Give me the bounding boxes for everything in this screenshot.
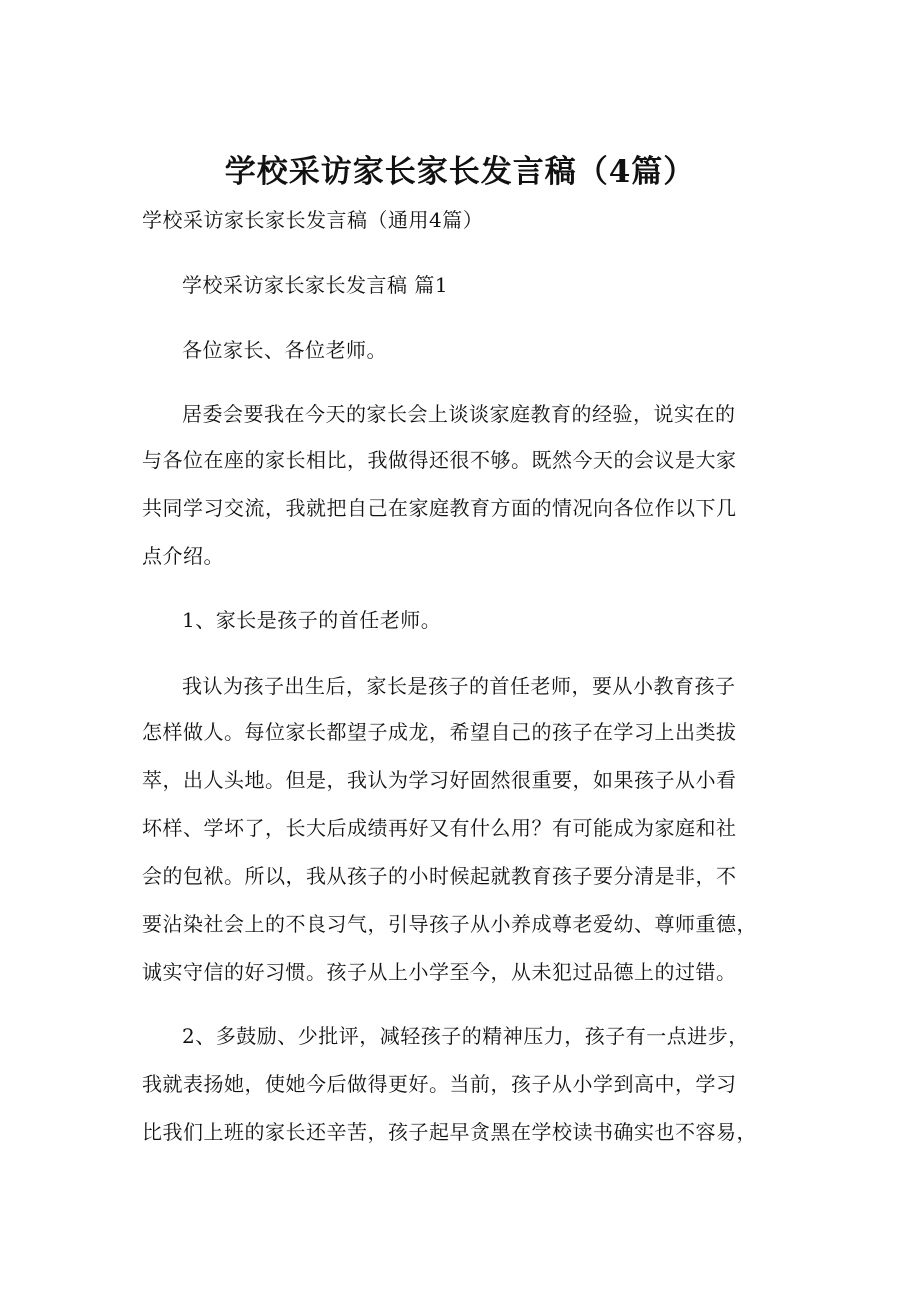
paragraph-line: 要沾染社会上的不良习气，引导孩子从小养成尊老爱幼、尊师重德， [142,912,757,936]
paragraph-line: 比我们上班的家长还辛苦，孩子起早贪黑在学校读书确实也不容易， [142,1120,757,1144]
paragraph-line: 点介绍。 [142,544,224,568]
salutation: 各位家长、各位老师。 [182,338,387,362]
paragraph-line: 与各位在座的家长相比，我做得还很不够。既然今天的会议是大家 [142,448,737,472]
paragraph-line: 2、多鼓励、少批评，减轻孩子的精神压力，孩子有一点进步， [182,1024,749,1048]
paragraph-line: 我就表扬她，使她今后做得更好。当前，孩子从小学到高中，学习 [142,1072,737,1096]
paragraph-line: 居委会要我在今天的家长会上谈谈家庭教育的经验，说实在的 [182,402,736,426]
paragraph-line: 怎样做人。每位家长都望子成龙，希望自己的孩子在学习上出类拔 [142,720,737,744]
paragraph-line: 共同学习交流，我就把自己在家庭教育方面的情况向各位作以下几 [142,496,737,520]
paragraph-line: 诚实守信的好习惯。孩子从上小学至今，从未犯过品德上的过错。 [142,960,737,984]
section-heading: 学校采访家长家长发言稿 篇1 [182,273,449,297]
paragraph-line: 会的包袱。所以，我从孩子的小时候起就教育孩子要分清是非，不 [142,864,737,888]
paragraph-line: 坏样、学坏了，长大后成绩再好又有什么用？有可能成为家庭和社 [142,816,737,840]
paragraph-line: 萃，出人头地。但是，我认为学习好固然很重要，如果孩子从小看 [142,768,737,792]
document-title: 学校采访家长家长发言稿（4篇） [224,154,696,190]
document-subtitle: 学校采访家长家长发言稿（通用4篇） [142,208,484,232]
point-1-heading: 1、家长是孩子的首任老师。 [182,608,442,632]
paragraph-line: 我认为孩子出生后，家长是孩子的首任老师，要从小教育孩子 [182,674,736,698]
